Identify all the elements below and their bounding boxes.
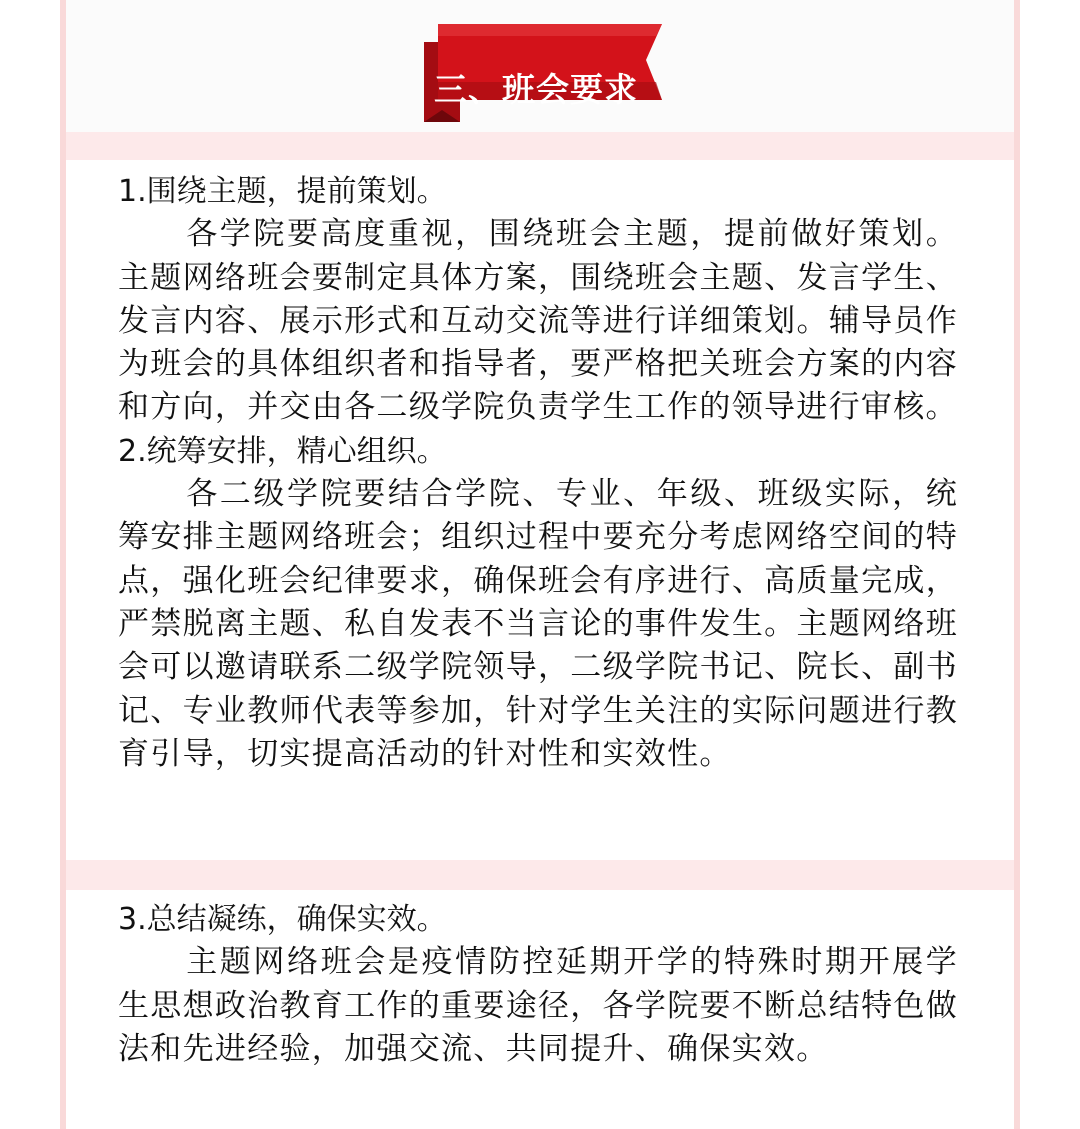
section-body-2: 各二级学院要结合学院、专业、年级、班级实际，统筹安排主题网络班会；组织过程中要充分考虑网络空间的特点，强化班会纪律要求，确保班会有序进行、高质量完成，严禁脱离主题、私自发表不当言论的事件发生。主题网络班会可以邀请联系二级学院领导，二级学院书记、院长、副书记、专业教师代表等参加，针对学生关注的实际问题进行教育引导，切实提高活动的针对性和实效性。 [118,476,958,772]
divider-band [66,132,1014,160]
section-heading-1: 1.围绕主题，提前策划。 [118,174,447,209]
divider-band [66,860,1014,890]
section-heading-2: 2.统筹安排，精心组织。 [118,433,447,469]
section-body-1: 各学院要高度重视，围绕班会主题，提前做好策划。主题网络班会要制定具体方案，围绕班会主题、发言学生、发言内容、展示形式和互动交流等进行详细策划。辅导员作为班会的具体组织者和指导者，要严格把关班会方案的内容和方向，并交由各二级学院负责学生工作的领导进行审核。 [118,216,958,426]
section-heading-3: 3.总结凝练，确保实效。 [118,902,447,937]
content-block [118,898,958,1071]
section-ribbon [420,22,665,122]
section-body-3: 主题网络班会是疫情防控延期开学的特殊时期开展学生思想政治教育工作的重要途径，各学院要不断总结特色做法和先进经验，加强交流、共同提升、确保实效。 [118,944,958,1067]
content-block [118,170,958,776]
banner-title: 三、班会要求 [434,70,638,109]
